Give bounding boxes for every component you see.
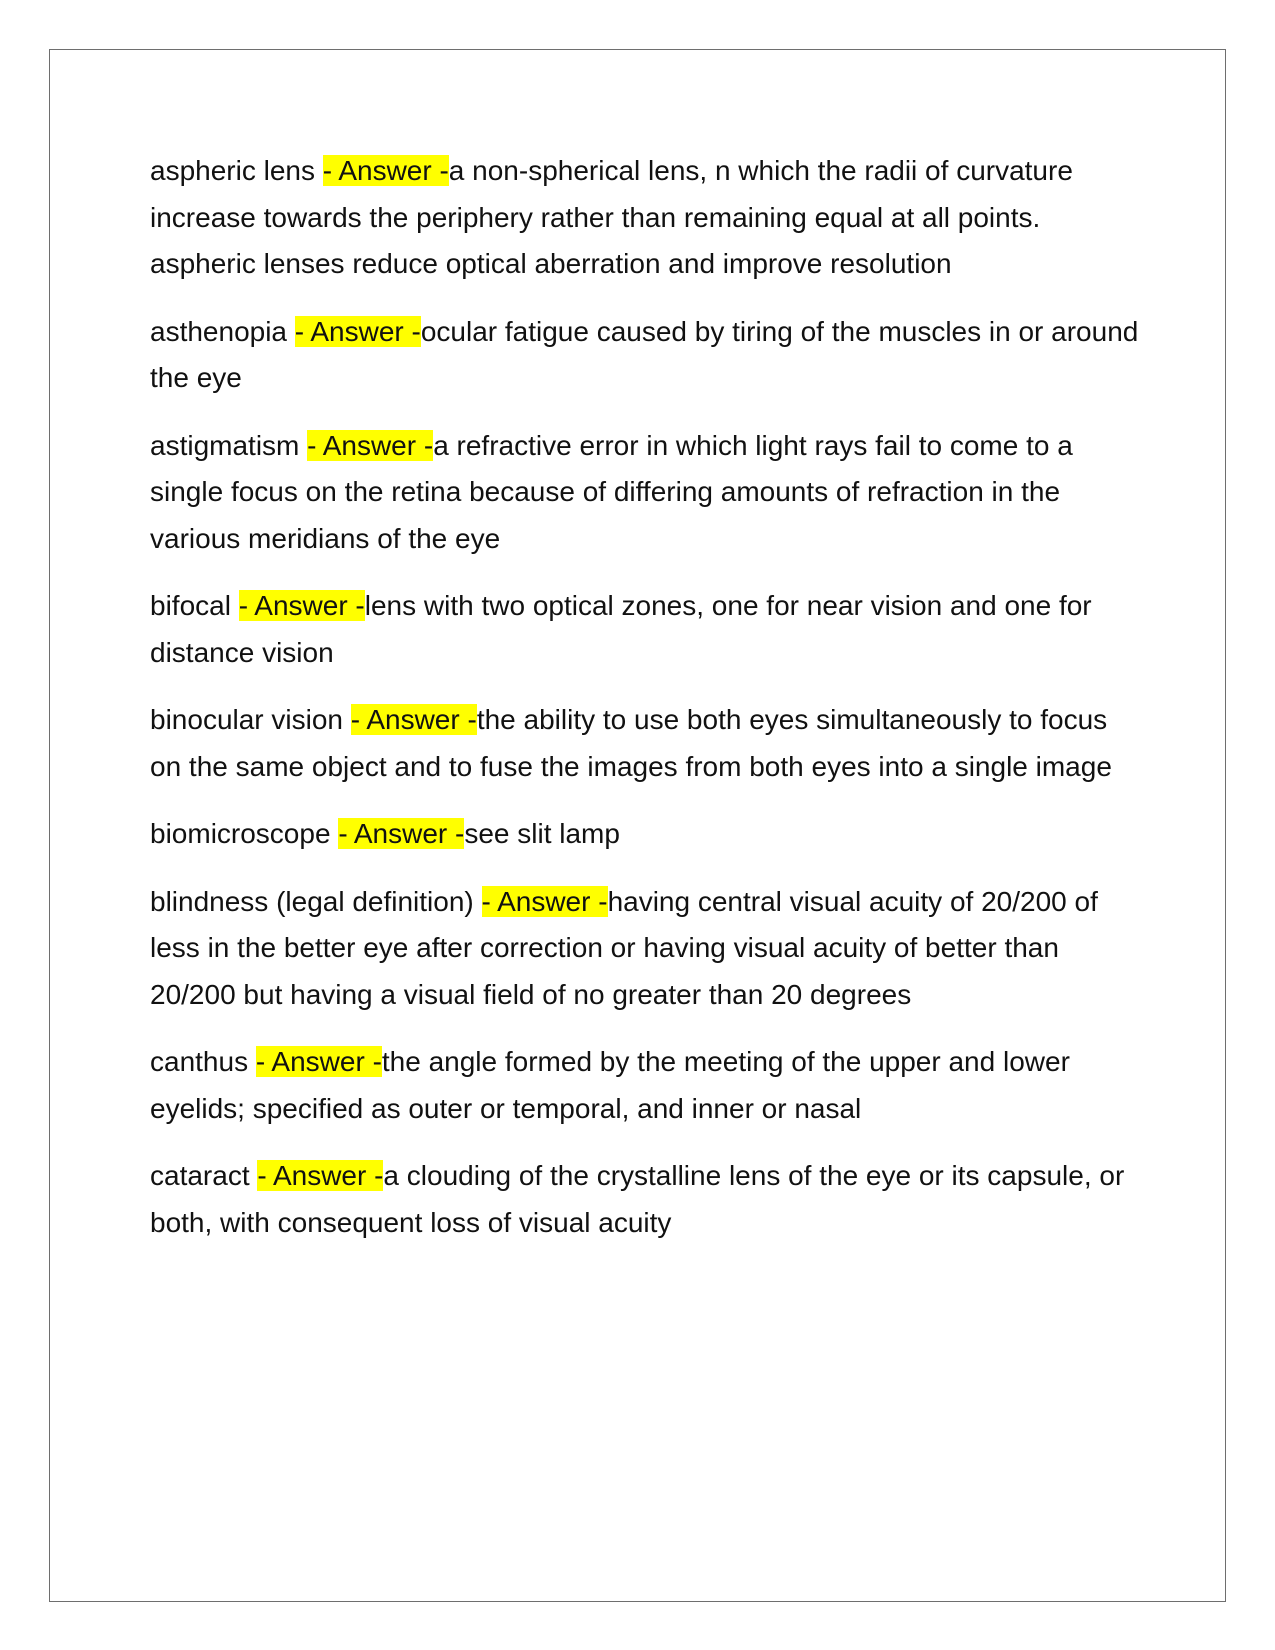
answer-highlight: - Answer - [307,429,434,461]
entry-definition: lens with two optical zones, one for near vision and one for distance vision [150,590,1092,668]
answer-highlight: - Answer - [257,1160,384,1191]
entry-term: binocular vision [150,704,351,735]
entry-term: aspheric lens [150,155,323,186]
glossary-content [150,148,1140,1267]
entry-term: cataract [150,1160,258,1191]
entry-definition: having central visual acuity of 20/200 of less in the better eye after correction or having visual acuity of better than 20/200 but having a visual field of no greater than 20 degrees [150,885,1098,1010]
glossary-entry [150,423,1140,563]
entry-definition: the angle formed by the meeting of the upper and lower eyelids; specified as outer or temporal, and inner or nasal [150,1046,1070,1124]
answer-highlight: - Answer - [481,885,608,917]
entry-definition: a non-spherical lens, n which the radii of curvature increase towards the periphery rather than remaining equal at all points. aspheric lenses reduce optical aberration and improve resolution [150,155,1073,279]
answer-highlight: - Answer - [338,818,465,849]
entry-term: asthenopia [150,315,295,347]
glossary-entry [150,1039,1140,1132]
glossary-entry [150,697,1140,790]
answer-highlight: - Answer - [238,590,365,621]
glossary-entry [150,811,1140,858]
entry-term: biomicroscope [150,818,339,849]
answer-highlight: - Answer - [294,315,421,347]
entry-definition: a refractive error in which light rays fail to come to a single focus on the retina because of differing amounts of refraction in the various meridians of the eye [150,429,1073,554]
entry-definition: the ability to use both eyes simultaneously to focus on the same object and to fuse the images from both eyes into a single image [150,704,1112,782]
entry-term: blindness (legal definition) [150,885,482,917]
entry-definition: ocular fatigue caused by tiring of the muscles in or around the eye [150,315,1139,393]
entry-definition: see slit lamp [464,818,620,849]
glossary-entry [150,583,1140,676]
glossary-entry [150,1153,1140,1246]
entry-term: bifocal [150,590,239,621]
entry-term: canthus [150,1046,256,1077]
answer-highlight: - Answer - [350,704,477,735]
answer-highlight: - Answer - [255,1046,382,1077]
glossary-entry [150,309,1140,402]
entry-term: astigmatism [150,429,308,461]
glossary-entry [150,148,1140,288]
answer-highlight: - Answer - [322,155,449,186]
entry-definition: a clouding of the crystalline lens of the eye or its capsule, or both, with consequent loss of visual acuity [150,1160,1125,1238]
glossary-entry [150,879,1140,1019]
